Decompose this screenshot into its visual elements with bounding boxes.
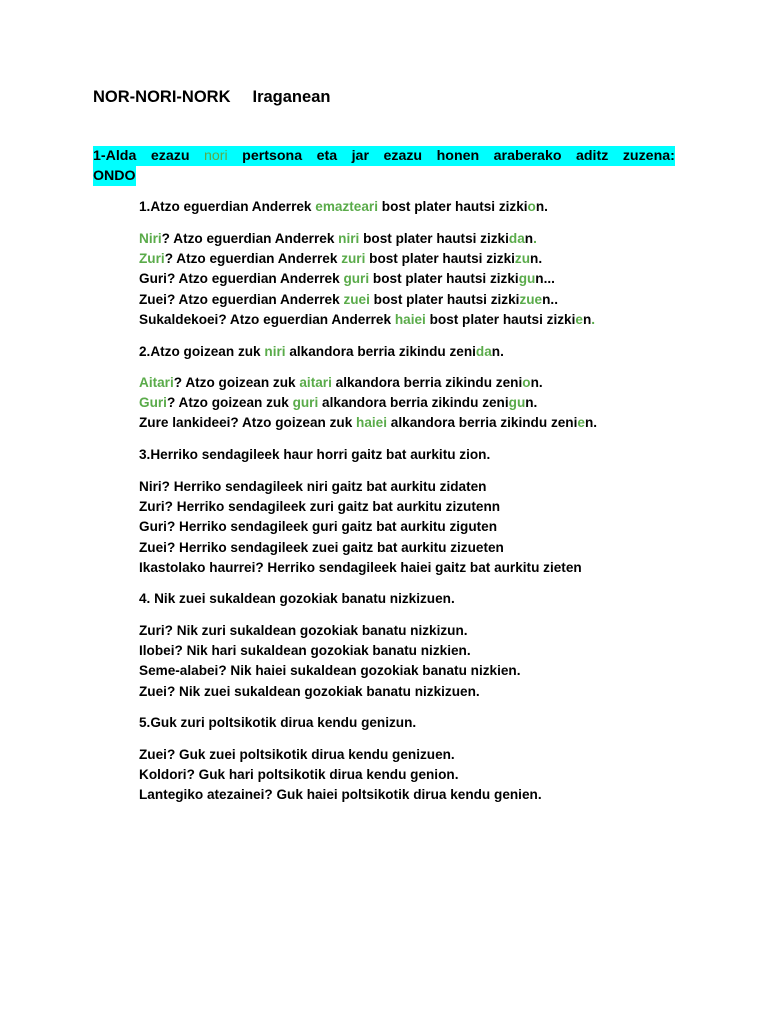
text-run: Zuri? Herriko sendagileek zuri gaitz bat aurkitu zizutenn bbox=[139, 499, 501, 515]
text-run: Lantegiko atezainei? Guk haiei poltsikotik dirua kendu genien. bbox=[139, 787, 542, 803]
text-run: alkandora berria zikindu zeni bbox=[331, 375, 523, 390]
text-run: n.. bbox=[542, 291, 558, 307]
green-text: gu bbox=[508, 395, 526, 411]
answer-line bbox=[139, 477, 582, 497]
instruction-word: eta bbox=[316, 148, 338, 164]
answer-line bbox=[139, 682, 521, 702]
title-sub: Iraganean bbox=[252, 88, 331, 106]
text-run: Zure lankideei? Atzo goizean zuk bbox=[139, 415, 357, 431]
green-text: zuri bbox=[341, 251, 366, 267]
green-text: guri bbox=[343, 271, 370, 287]
text-run: Zuei? Atzo eguerdian Anderrek bbox=[139, 291, 344, 307]
instruction-word: ezazu bbox=[383, 148, 423, 164]
text-run: Sukaldekoei? Atzo eguerdian Anderrek bbox=[139, 311, 395, 327]
exercise-3-heading bbox=[139, 445, 490, 465]
text-run: 1.Atzo eguerdian Anderrek bbox=[139, 199, 316, 214]
text-run: n. bbox=[530, 251, 543, 267]
sentence bbox=[139, 445, 490, 465]
green-text: Zuri bbox=[139, 251, 165, 267]
green-text: niri bbox=[264, 344, 286, 359]
green-text: o bbox=[527, 199, 536, 214]
answer-line bbox=[139, 229, 595, 249]
answer-line bbox=[139, 413, 597, 433]
text-run: alkandora berria zikindu zeni bbox=[285, 344, 476, 359]
text-run: n. bbox=[535, 199, 548, 214]
green-text: zue bbox=[519, 291, 543, 307]
answer-line bbox=[139, 621, 521, 641]
text-run: n. bbox=[530, 375, 543, 390]
instruction-word: 1-Alda bbox=[93, 148, 137, 164]
text-run: Zuei? Guk zuei poltsikotik dirua kendu genizuen. bbox=[139, 747, 455, 762]
text-run: ? Atzo goizean zuk bbox=[166, 395, 293, 411]
answer-line bbox=[139, 538, 582, 558]
green-text: da bbox=[508, 231, 525, 246]
green-text: haiei bbox=[356, 415, 388, 431]
answer-line bbox=[139, 290, 595, 310]
instruction-word: ezazu bbox=[150, 148, 190, 164]
exercise-2-heading bbox=[139, 342, 504, 362]
exercise-2-answers bbox=[139, 373, 597, 434]
answer-line bbox=[139, 745, 542, 765]
text-run: alkandora berria zikindu zeni bbox=[318, 395, 509, 411]
green-text: o bbox=[522, 375, 531, 390]
text-run: n bbox=[524, 231, 534, 246]
green-text: niri bbox=[338, 231, 360, 246]
text-run: bost plater hautsi zizki bbox=[369, 291, 520, 307]
answer-line bbox=[139, 393, 597, 413]
text-run: n. bbox=[491, 344, 504, 359]
green-text: zu bbox=[514, 251, 531, 267]
answer-line bbox=[139, 765, 542, 785]
text-run: bost plater hautsi zizki bbox=[369, 271, 519, 287]
text-run: 5.Guk zuri poltsikotik dirua kendu genizun. bbox=[139, 715, 417, 730]
green-text: . bbox=[591, 311, 596, 327]
green-text: da bbox=[475, 344, 492, 359]
green-text: aitari bbox=[299, 375, 332, 390]
answer-line bbox=[139, 661, 521, 681]
sentence bbox=[139, 589, 455, 609]
answer-line bbox=[139, 641, 521, 661]
green-text: Aitari bbox=[139, 375, 174, 390]
answer-line bbox=[139, 558, 582, 578]
exercise-1-answers bbox=[139, 229, 595, 330]
text-run: Niri? Herriko sendagileek niri gaitz bat aurkitu zidaten bbox=[139, 479, 487, 494]
instruction-word: honen bbox=[436, 148, 480, 164]
text-run: 2.Atzo goizean zuk bbox=[139, 344, 265, 359]
text-run: bost plater hautsi zizki bbox=[425, 311, 576, 327]
green-text: . bbox=[533, 231, 537, 246]
exercise-5-answers bbox=[139, 745, 542, 806]
sentence bbox=[139, 342, 504, 362]
sentence bbox=[139, 713, 416, 733]
answer-line bbox=[139, 497, 582, 517]
exercise-4-answers bbox=[139, 621, 521, 702]
instruction-line-1 bbox=[93, 146, 675, 166]
green-text: e bbox=[577, 415, 585, 431]
page-title bbox=[93, 88, 330, 107]
instruction-word: nori bbox=[204, 148, 228, 164]
instruction-word: pertsona bbox=[242, 148, 303, 164]
text-run: bost plater hautsi zizki bbox=[359, 231, 509, 246]
green-text: guri bbox=[292, 395, 319, 411]
exercise-1-heading bbox=[139, 197, 548, 217]
text-run: ? Atzo eguerdian Anderrek bbox=[164, 251, 342, 267]
instruction-word: araberako bbox=[493, 148, 562, 164]
answer-line bbox=[139, 269, 595, 289]
text-run: ? Atzo eguerdian Anderrek bbox=[161, 231, 339, 246]
text-run: n. bbox=[584, 415, 598, 431]
text-run: alkandora berria zikindu zeni bbox=[387, 415, 578, 431]
exercise-5-heading bbox=[139, 713, 416, 733]
green-text: emazteari bbox=[315, 199, 378, 214]
green-text: haiei bbox=[394, 311, 426, 327]
text-run: bost plater hautsi zizki bbox=[365, 251, 515, 267]
answer-line bbox=[139, 373, 597, 393]
text-run: n... bbox=[535, 271, 555, 287]
title-main: NOR-NORI-NORK bbox=[93, 88, 231, 106]
answer-line bbox=[139, 517, 582, 537]
text-run: bost plater hautsi zizki bbox=[377, 199, 528, 214]
instruction-line-2: ONDO bbox=[93, 168, 136, 184]
text-run: Ilobei? Nik hari sukaldean gozokiak banatu nizkien. bbox=[139, 643, 471, 659]
text-run: n bbox=[582, 311, 592, 327]
text-run: n. bbox=[525, 395, 538, 411]
answer-line bbox=[139, 310, 595, 330]
instruction-word: zuzena: bbox=[622, 148, 675, 164]
instruction-word: jar bbox=[351, 148, 369, 164]
instruction-word: aditz bbox=[576, 148, 609, 164]
text-run: Ikastolako haurrei? Herriko sendagileek haiei gaitz bat aurkitu zieten bbox=[139, 559, 582, 575]
green-text: gu bbox=[518, 271, 536, 287]
answer-line bbox=[139, 785, 542, 805]
exercise-3-answers bbox=[139, 477, 582, 578]
sentence bbox=[139, 197, 548, 217]
text-run: ? Atzo goizean zuk bbox=[173, 375, 300, 390]
exercise-4-heading bbox=[139, 589, 455, 609]
text-run: 4. Nik zuei sukaldean gozokiak banatu nizkizuen. bbox=[139, 591, 455, 606]
green-text: Guri bbox=[139, 395, 167, 411]
green-text: Niri bbox=[139, 231, 162, 246]
text-run: Koldori? Guk hari poltsikotik dirua kendu genion. bbox=[139, 767, 459, 783]
text-run: Guri? Herriko sendagileek guri gaitz bat aurkitu ziguten bbox=[139, 519, 498, 535]
text-run: Seme-alabei? Nik haiei sukaldean gozokiak banatu nizkien. bbox=[139, 663, 521, 679]
green-text: zuei bbox=[343, 291, 370, 307]
instruction bbox=[93, 146, 675, 186]
answer-line bbox=[139, 249, 595, 269]
text-run: Zuei? Nik zuei sukaldean gozokiak banatu nizkizuen. bbox=[139, 683, 480, 699]
text-run: Zuri? Nik zuri sukaldean gozokiak banatu nizkizun. bbox=[139, 623, 468, 638]
text-run: 3.Herriko sendagileek haur horri gaitz bat aurkitu zion. bbox=[139, 447, 491, 462]
green-text: e bbox=[575, 311, 583, 327]
text-run: Guri? Atzo eguerdian Anderrek bbox=[139, 271, 344, 287]
text-run: Zuei? Herriko sendagileek zuei gaitz bat aurkitu zizueten bbox=[139, 539, 504, 555]
